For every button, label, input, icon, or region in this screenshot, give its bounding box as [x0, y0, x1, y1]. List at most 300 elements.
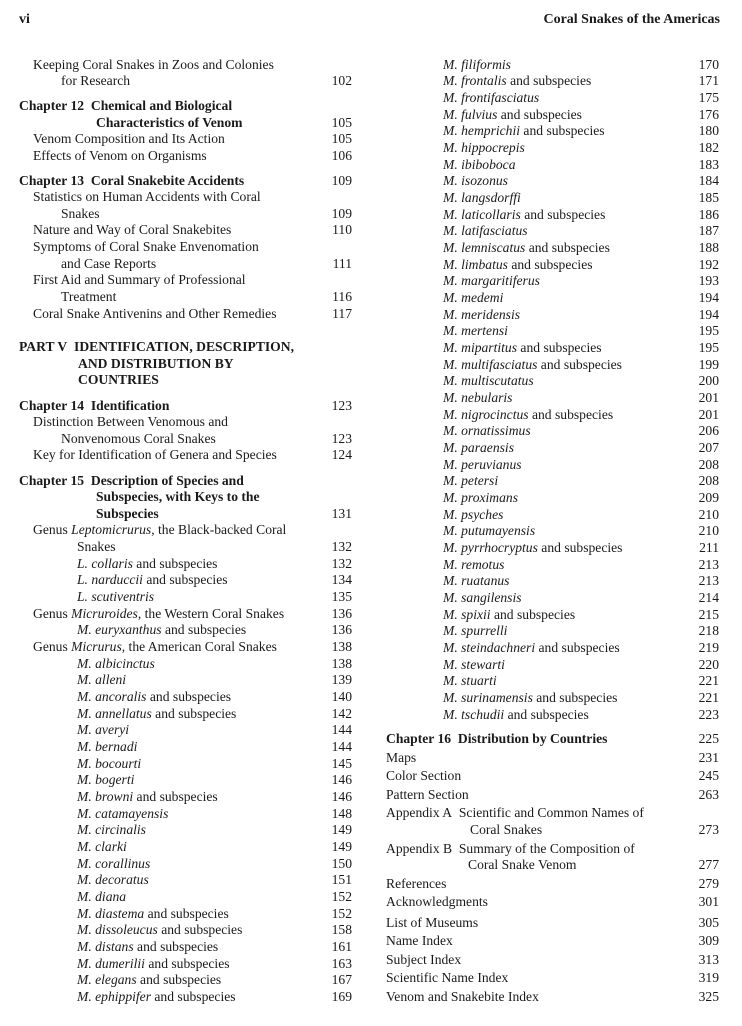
toc-entry[interactable]: Venom and Snakebite Index — [386, 989, 539, 1004]
toc-entry[interactable]: Pattern Section — [386, 787, 469, 802]
page-ref[interactable]: 208 — [698, 457, 719, 472]
page-ref[interactable]: 123 — [331, 398, 352, 413]
species-name: M. euryxanthus — [77, 622, 162, 637]
species-name: M. ibiboboca — [443, 157, 516, 172]
species-entry[interactable] — [443, 107, 582, 123]
page-ref[interactable]: 221 — [698, 690, 719, 705]
species-entry[interactable] — [443, 440, 514, 456]
species-entry[interactable] — [443, 207, 605, 223]
page-ref[interactable]: 193 — [698, 273, 719, 288]
page-ref[interactable]: 183 — [698, 157, 719, 172]
chapter-heading[interactable]: Subspecies, with Keys to the — [96, 489, 260, 504]
page-ref[interactable]: 206 — [698, 423, 719, 438]
page-ref[interactable]: 135 — [331, 589, 352, 604]
subspecies-note: and subspecies — [506, 73, 592, 88]
toc-entry[interactable]: Keeping Coral Snakes in Zoos and Colonies — [33, 57, 274, 72]
page-ref[interactable]: 305 — [698, 915, 719, 930]
species-name: M. multiscutatus — [443, 373, 534, 388]
species-entry[interactable] — [443, 573, 509, 589]
page-ref[interactable]: 132 — [331, 539, 352, 554]
subspecies-note: and subspecies — [151, 989, 236, 1004]
page-ref[interactable]: 213 — [698, 573, 719, 588]
species-name: M. pyrrhocryptus — [443, 540, 538, 555]
species-name: M. spixii — [443, 607, 491, 622]
page-ref[interactable]: 150 — [331, 856, 352, 871]
genus-prefix: Genus — [33, 639, 72, 654]
page-ref[interactable]: 313 — [698, 952, 719, 967]
species-entry[interactable] — [443, 673, 497, 689]
page-ref[interactable]: 245 — [698, 768, 719, 783]
genus-name: Leptomicrurus — [71, 522, 152, 537]
species-entry[interactable] — [443, 123, 605, 139]
species-entry[interactable] — [443, 507, 503, 523]
species-entry[interactable] — [77, 922, 242, 938]
genus-name: Micrurus — [71, 639, 122, 654]
page-ref[interactable]: 210 — [698, 507, 719, 522]
species-entry[interactable] — [443, 223, 528, 239]
toc-entry[interactable]: Snakes — [61, 206, 100, 221]
species-name: M. frontifasciatus — [443, 90, 540, 105]
toc-entry[interactable]: First Aid and Summary of Professional — [33, 272, 246, 287]
page-ref[interactable]: 124 — [331, 447, 352, 462]
species-name: M. ruatanus — [443, 573, 510, 588]
genus-prefix: Genus — [33, 606, 72, 621]
page-ref[interactable]: 163 — [331, 956, 352, 971]
species-entry[interactable] — [443, 423, 531, 439]
species-entry[interactable] — [443, 607, 575, 623]
page-number: vi — [19, 12, 30, 27]
page-ref[interactable]: 131 — [331, 506, 352, 521]
page-ref[interactable]: 110 — [332, 222, 352, 237]
page-ref[interactable]: 170 — [698, 57, 719, 72]
page-ref[interactable]: 213 — [698, 557, 719, 572]
page-ref[interactable]: 319 — [698, 970, 719, 985]
subspecies-note: and subspecies — [136, 972, 222, 987]
species-entry[interactable] — [443, 307, 520, 323]
toc-entry[interactable]: Treatment — [61, 289, 117, 304]
page-ref[interactable]: 169 — [331, 989, 352, 1004]
species-entry[interactable] — [77, 672, 126, 688]
page-ref[interactable]: 201 — [698, 390, 719, 405]
subspecies-note: and subspecies — [535, 640, 620, 655]
chapter-heading[interactable]: Chapter 14 Identification — [19, 398, 170, 413]
species-name: M. medemi — [443, 290, 504, 305]
toc-entry[interactable]: Nonvenomous Coral Snakes — [61, 431, 216, 446]
page-ref[interactable]: 140 — [331, 689, 352, 704]
page-ref[interactable]: 221 — [698, 673, 719, 688]
species-entry[interactable] — [443, 707, 589, 723]
species-name: M. frontalis — [443, 73, 507, 88]
subspecies-note: and subspecies — [504, 707, 589, 722]
toc-entry[interactable]: Nature and Way of Coral Snakebites — [33, 222, 232, 237]
subspecies-note: and subspecies — [161, 622, 247, 637]
subspecies-note: and subspecies — [142, 572, 228, 587]
toc-entry[interactable]: Distinction Between Venomous and — [33, 414, 228, 429]
subspecies-note: and subspecies — [144, 956, 230, 971]
species-name: M. margaritiferus — [443, 273, 540, 288]
toc-entry[interactable]: Color Section — [386, 768, 462, 783]
species-name: M. limbatus — [443, 257, 508, 272]
species-entry[interactable] — [77, 906, 229, 922]
subspecies-note: and subspecies — [497, 107, 582, 122]
species-entry[interactable] — [77, 689, 231, 705]
page-ref[interactable]: 148 — [331, 806, 352, 821]
species-name: M. browni — [77, 789, 134, 804]
subspecies-note: and subspecies — [132, 556, 218, 571]
subspecies-note: and subspecies — [133, 789, 218, 804]
species-name: M. nigrocinctus — [443, 407, 529, 422]
page-ref[interactable]: 182 — [698, 140, 719, 155]
part-heading[interactable]: COUNTRIES — [78, 372, 159, 387]
species-entry[interactable] — [77, 756, 141, 772]
genus-description: , the Black-backed Coral — [151, 522, 287, 537]
page-ref[interactable]: 225 — [698, 731, 719, 746]
species-entry[interactable] — [77, 939, 218, 955]
species-entry[interactable] — [77, 556, 217, 572]
page-ref[interactable]: 136 — [331, 622, 352, 637]
part-heading[interactable]: AND DISTRIBUTION BY — [78, 356, 234, 371]
page-ref[interactable]: 138 — [331, 656, 352, 671]
species-entry[interactable] — [77, 889, 126, 905]
species-name: M. ornatissimus — [443, 423, 531, 438]
species-name: M. fulvius — [443, 107, 498, 122]
species-entry[interactable] — [77, 722, 129, 738]
toc-entry[interactable]: Coral Snake Venom — [468, 857, 577, 872]
page-ref[interactable]: 277 — [698, 857, 719, 872]
species-name: M. peruvianus — [443, 457, 522, 472]
species-entry[interactable] — [77, 806, 168, 822]
species-name: M. laticollaris — [443, 207, 521, 222]
species-name: M. putumayensis — [443, 523, 536, 538]
page-ref[interactable]: 207 — [698, 440, 719, 455]
page-ref[interactable]: 194 — [698, 290, 719, 305]
page-ref[interactable]: 151 — [331, 872, 352, 887]
species-name: M. ephippifer — [77, 989, 151, 1004]
toc-entry[interactable]: Coral Snake Antivenins and Other Remedies — [33, 306, 277, 321]
species-entry[interactable] — [443, 457, 522, 473]
page-ref[interactable]: 136 — [331, 606, 352, 621]
page-ref[interactable]: 192 — [698, 257, 719, 272]
page-ref[interactable]: 152 — [331, 889, 352, 904]
page-ref[interactable]: 109 — [331, 206, 352, 221]
page-ref[interactable]: 144 — [331, 739, 352, 754]
species-name: M. paraensis — [443, 440, 514, 455]
genus-entry[interactable] — [33, 522, 286, 538]
page-ref[interactable]: 180 — [698, 123, 719, 138]
toc-entry[interactable]: Key for Identification of Genera and Species — [33, 447, 277, 462]
subspecies-note: and subspecies — [507, 257, 593, 272]
page-ref[interactable]: 209 — [698, 490, 719, 505]
running-title: Coral Snakes of the Americas — [543, 12, 720, 27]
chapter-heading[interactable]: Chapter 12 Chemical and Biological — [19, 98, 233, 113]
species-name: M. isozonus — [443, 173, 508, 188]
species-entry[interactable] — [443, 240, 610, 256]
toc-entry[interactable]: Name Index — [386, 933, 453, 948]
species-entry[interactable] — [77, 872, 149, 888]
page-ref[interactable]: 109 — [331, 173, 352, 188]
subspecies-note: and subspecies — [537, 357, 622, 372]
page-ref[interactable]: 201 — [698, 407, 719, 422]
page-ref[interactable]: 142 — [331, 706, 352, 721]
chapter-heading[interactable]: Chapter 16 Distribution by Countries — [386, 731, 608, 746]
species-entry[interactable] — [77, 572, 228, 588]
subspecies-note: and subspecies — [525, 240, 610, 255]
species-entry[interactable] — [443, 407, 613, 423]
toc-entry[interactable]: Appendix A Scientific and Common Names of — [386, 805, 644, 820]
toc-entry[interactable]: List of Museums — [386, 915, 479, 930]
page-ref[interactable]: 325 — [698, 989, 719, 1004]
page-ref[interactable]: 220 — [698, 657, 719, 672]
page-ref[interactable]: 263 — [698, 787, 719, 802]
page-ref[interactable]: 171 — [698, 73, 719, 88]
species-entry[interactable] — [77, 789, 218, 805]
page-ref[interactable]: 208 — [698, 473, 719, 488]
toc-entry[interactable]: Maps — [386, 750, 417, 765]
genus-entry-continued: Snakes — [77, 539, 116, 554]
species-name: M. nebularis — [443, 390, 513, 405]
chapter-heading[interactable]: Characteristics of Venom — [96, 115, 243, 130]
species-entry[interactable] — [77, 822, 146, 838]
subspecies-note: and subspecies — [520, 123, 605, 138]
page-ref[interactable]: 301 — [698, 894, 719, 909]
page-ref[interactable]: 167 — [331, 972, 352, 987]
species-entry[interactable] — [443, 623, 507, 639]
species-name: M. ancoralis — [77, 689, 147, 704]
species-name: M. albicinctus — [77, 656, 155, 671]
species-name: M. diana — [77, 889, 127, 904]
page-ref[interactable]: 158 — [331, 922, 352, 937]
species-name: M. dumerilii — [77, 956, 145, 971]
part-heading[interactable]: PART V IDENTIFICATION, DESCRIPTION, — [19, 339, 294, 354]
species-entry[interactable] — [443, 190, 521, 206]
species-entry[interactable] — [443, 523, 535, 539]
page-ref[interactable]: 138 — [331, 639, 352, 654]
species-name: M. bernadi — [77, 739, 138, 754]
subspecies-note: and subspecies — [157, 922, 243, 937]
page-ref[interactable]: 116 — [332, 289, 352, 304]
page-ref[interactable]: 200 — [698, 373, 719, 388]
species-name: M. stuarti — [443, 673, 497, 688]
species-name: M. corallinus — [77, 856, 151, 871]
species-name: M. petersi — [443, 473, 499, 488]
species-name: M. clarki — [77, 839, 127, 854]
page-ref[interactable]: 219 — [698, 640, 719, 655]
toc-entry[interactable]: Statistics on Human Accidents with Coral — [33, 189, 261, 204]
species-name: M. surinamensis — [443, 690, 533, 705]
species-entry[interactable] — [443, 557, 504, 573]
page-ref[interactable]: 149 — [331, 839, 352, 854]
species-name: M. filiformis — [443, 57, 511, 72]
species-name: M. stewarti — [443, 657, 505, 672]
genus-prefix: Genus — [33, 522, 72, 537]
page-ref[interactable]: 139 — [331, 672, 352, 687]
species-entry[interactable] — [443, 390, 512, 406]
species-entry[interactable] — [443, 273, 540, 289]
species-entry[interactable] — [443, 357, 622, 373]
species-entry[interactable] — [77, 622, 246, 638]
species-name: M. elegans — [77, 972, 137, 987]
subspecies-note: and subspecies — [490, 607, 576, 622]
species-name: M. mipartitus — [443, 340, 518, 355]
toc-entry[interactable]: Symptoms of Coral Snake Envenomation — [33, 239, 259, 254]
species-name: M. dissoleucus — [77, 922, 158, 937]
species-name: M. annellatus — [77, 706, 152, 721]
page-ref[interactable]: 146 — [331, 789, 352, 804]
species-entry[interactable] — [77, 706, 236, 722]
species-name: M. psyches — [443, 507, 504, 522]
genus-entry[interactable] — [33, 639, 277, 655]
genus-description: , the American Coral Snakes — [121, 639, 277, 654]
page-ref[interactable]: 194 — [698, 307, 719, 322]
species-entry[interactable] — [443, 173, 508, 189]
page-ref[interactable]: 210 — [698, 523, 719, 538]
page-ref[interactable]: 149 — [331, 822, 352, 837]
page-ref[interactable]: 199 — [698, 357, 719, 372]
page-ref[interactable]: 186 — [698, 207, 719, 222]
species-name: M. mertensi — [443, 323, 508, 338]
toc-entry[interactable]: for Research — [61, 73, 131, 88]
subspecies-note: and subspecies — [133, 939, 219, 954]
genus-name: Micruroides — [71, 606, 138, 621]
species-entry[interactable] — [77, 839, 127, 855]
species-name: M. circinalis — [77, 822, 146, 837]
species-entry[interactable] — [77, 656, 155, 672]
page-ref[interactable]: 117 — [332, 306, 352, 321]
page-ref[interactable]: 215 — [698, 607, 719, 622]
species-name: M. meridensis — [443, 307, 521, 322]
species-entry[interactable] — [77, 956, 230, 972]
toc-entry[interactable]: Appendix B Summary of the Composition of — [386, 841, 635, 856]
chapter-heading[interactable]: Chapter 13 Coral Snakebite Accidents — [19, 173, 245, 188]
species-entry[interactable] — [443, 257, 593, 273]
page-ref[interactable]: 184 — [698, 173, 719, 188]
page-ref[interactable]: 273 — [698, 822, 719, 837]
page-ref[interactable]: 211 — [699, 540, 719, 555]
toc-entry[interactable]: References — [386, 876, 447, 891]
species-name: L. narduccii — [77, 572, 143, 587]
species-name: M. remotus — [443, 557, 505, 572]
page-ref[interactable]: 105 — [331, 115, 352, 130]
species-entry[interactable] — [443, 290, 503, 306]
page-ref[interactable]: 175 — [698, 90, 719, 105]
toc-entry[interactable]: Scientific Name Index — [386, 970, 509, 985]
species-entry[interactable] — [443, 690, 617, 706]
species-name: M. langsdorffi — [443, 190, 521, 205]
page-ref[interactable]: 176 — [698, 107, 719, 122]
species-name: M. catamayensis — [77, 806, 169, 821]
species-name: M. distans — [77, 939, 134, 954]
species-name: M. bogerti — [77, 772, 135, 787]
species-name: M. bocourti — [77, 756, 142, 771]
subspecies-note: and subspecies — [528, 407, 614, 422]
page-ref[interactable]: 134 — [331, 572, 352, 587]
species-entry[interactable] — [443, 590, 522, 606]
species-entry[interactable] — [443, 90, 539, 106]
species-entry[interactable] — [443, 73, 591, 89]
page-ref[interactable]: 152 — [331, 906, 352, 921]
species-name: M. alleni — [77, 672, 127, 687]
page-ref[interactable]: 145 — [331, 756, 352, 771]
page-ref[interactable]: 146 — [331, 772, 352, 787]
species-entry[interactable] — [443, 157, 516, 173]
page-ref[interactable]: 188 — [698, 240, 719, 255]
species-entry[interactable] — [443, 340, 602, 356]
toc-entry[interactable]: and Case Reports — [61, 256, 157, 271]
species-entry[interactable] — [443, 473, 498, 489]
species-name: M. hemprichii — [443, 123, 521, 138]
genus-entry[interactable] — [33, 606, 284, 622]
species-name: M. decoratus — [77, 872, 149, 887]
page-ref[interactable]: 187 — [698, 223, 719, 238]
page-ref[interactable]: 223 — [698, 707, 719, 722]
species-name: M. diastema — [77, 906, 145, 921]
species-name: M. steindachneri — [443, 640, 536, 655]
page-ref[interactable]: 231 — [698, 750, 719, 765]
species-entry[interactable] — [443, 373, 534, 389]
species-entry[interactable] — [77, 856, 150, 872]
page-ref[interactable]: 195 — [698, 323, 719, 338]
species-entry[interactable] — [77, 972, 221, 988]
species-name: M. hippocrepis — [443, 140, 525, 155]
subspecies-note: and subspecies — [520, 207, 606, 222]
species-entry[interactable] — [443, 540, 622, 556]
species-entry[interactable] — [443, 323, 508, 339]
page-ref[interactable]: 161 — [331, 939, 352, 954]
toc-entry[interactable]: Effects of Venom on Organisms — [33, 148, 207, 163]
page-ref[interactable]: 214 — [698, 590, 719, 605]
toc-entry[interactable]: Venom Composition and Its Action — [33, 131, 225, 146]
subspecies-note: and subspecies — [537, 540, 623, 555]
toc-entry[interactable]: Coral Snakes — [470, 822, 543, 837]
page-ref[interactable]: 106 — [331, 148, 352, 163]
subspecies-note: and subspecies — [532, 690, 618, 705]
page-ref[interactable]: 195 — [698, 340, 719, 355]
species-name: M. tschudii — [443, 707, 505, 722]
page-ref[interactable]: 279 — [698, 876, 719, 891]
toc-entry[interactable]: Subject Index — [386, 952, 462, 967]
species-entry[interactable] — [77, 589, 154, 605]
species-entry[interactable] — [77, 739, 137, 755]
species-name: M. proximans — [443, 490, 519, 505]
page-ref[interactable]: 185 — [698, 190, 719, 205]
page-ref[interactable]: 309 — [698, 933, 719, 948]
species-entry[interactable] — [77, 989, 236, 1005]
page-ref[interactable]: 123 — [331, 431, 352, 446]
subspecies-note: and subspecies — [146, 689, 232, 704]
species-name: L. collaris — [77, 556, 133, 571]
species-entry[interactable] — [443, 140, 525, 156]
species-entry[interactable] — [443, 490, 518, 506]
species-entry[interactable] — [443, 57, 511, 73]
page-ref[interactable]: 144 — [331, 722, 352, 737]
species-name: M. averyi — [77, 722, 130, 737]
species-name: M. lemniscatus — [443, 240, 526, 255]
page-ref[interactable]: 105 — [331, 131, 352, 146]
toc-entry[interactable]: Acknowledgments — [386, 894, 488, 909]
species-name: M. spurrelli — [443, 623, 508, 638]
page-ref[interactable]: 111 — [332, 256, 352, 271]
genus-description: , the Western Coral Snakes — [137, 606, 285, 621]
species-entry[interactable] — [443, 640, 620, 656]
page-ref[interactable]: 132 — [331, 556, 352, 571]
species-entry[interactable] — [77, 772, 134, 788]
chapter-heading[interactable]: Subspecies — [96, 506, 159, 521]
page-ref[interactable]: 102 — [331, 73, 352, 88]
subspecies-note: and subspecies — [151, 706, 237, 721]
chapter-heading[interactable]: Chapter 15 Description of Species and — [19, 473, 244, 488]
page-ref[interactable]: 218 — [698, 623, 719, 638]
species-entry[interactable] — [443, 657, 505, 673]
